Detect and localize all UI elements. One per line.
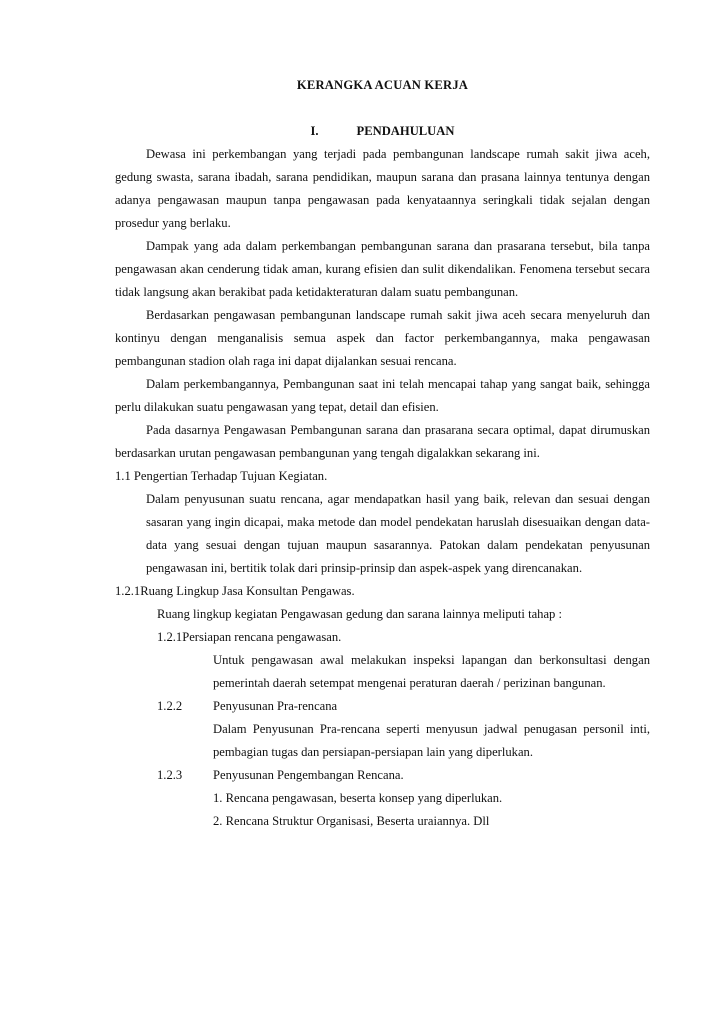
subsection-label: Penyusunan Pengembangan Rencana. <box>213 768 404 782</box>
paragraph: Berdasarkan pengawasan pembangunan landscape rumah sakit jiwa aceh secara menyeluruh dan kontinyu dengan menganalisis semua aspek dan factor perkembangannya, maka pengawasan pembangunan stadion olah raga ini dapat dijalankan sesuai rencana. <box>115 308 650 368</box>
subsection-number: 1.2.3 <box>157 768 183 782</box>
subsection-1-2-2-text: Dalam Penyusunan Pra-rencana seperti menyusun jadwal penugasan personil inti, pembagian tugas dan persiapan-persiapan lain yang diperlukan. <box>213 722 650 759</box>
subsection-label: Penyusunan Pra-rencana <box>213 699 338 713</box>
section-1-1-text: Dalam penyusunan suatu rencana, agar mendapatkan hasil yang baik, relevan dan sesuai dengan sasaran yang ingin dicapai, maka metode dan model pendekatan haruslah disesuaikan dengan data-data yang sesuai dengan tujuan maupun sasarannya. Patokan dalam pendekatan penyusunan pengawasan ini, bertitik tolak dari prinsip-prinsip dan aspek-aspek yang direncanakan. <box>146 492 650 575</box>
section-1-2-1-intro: Ruang lingkup kegiatan Pengawasan gedung dan sarana lainnya meliputi tahap : <box>157 607 562 621</box>
subsection-heading-1-2-3 <box>157 764 650 787</box>
paragraph: Dampak yang ada dalam perkembangan pembangunan sarana dan prasarana tersebut, bila tanpa pengawasan akan cenderung tidak aman, kurang efisien dan sulit dikendalikan. Fenomena tersebut secara tidak langsung akan berakibat pada ketidakteraturan dalam suatu pembangunan. <box>115 239 650 299</box>
paragraph: Dewasa ini perkembangan yang terjadi pada pembangunan landscape rumah sakit jiwa aceh, gedung swasta, sarana ibadah, sarana pendidikan, maupun sarana dan prasana lainnya tentunya dengan adanya pengawasan maupun tanpa pengawasan pada kenyataannya seringkali tidak sejalan dengan prosedur yang berlaku. <box>115 147 650 230</box>
paragraph: Pada dasarnya Pengawasan Pembangunan sarana dan prasarana secara optimal, dapat dirumuskan berdasarkan urutan pengawasan pembangunan yang tengah digalakkan sekarang ini. <box>115 423 650 460</box>
subsection-1-2-1-text: Untuk pengawasan awal melakukan inspeksi lapangan dan berkonsultasi dengan pemerintah daerah setempat mengenai peraturan daerah / perizinan bangunan. <box>213 653 650 690</box>
subsection-heading-1-2-1: 1.2.1Persiapan rencana pengawasan. <box>157 630 342 644</box>
chapter-heading <box>115 124 650 139</box>
document-title: KERANGKA ACUAN KERJA <box>296 78 469 92</box>
list-item: 2. Rencana Struktur Organisasi, Beserta uraiannya. Dll <box>213 814 490 828</box>
document-body <box>115 143 650 833</box>
list-item: 1. Rencana pengawasan, beserta konsep yang diperlukan. <box>213 791 503 805</box>
chapter-number: I. <box>310 124 319 138</box>
section-heading-1-1: 1.1 Pengertian Terhadap Tujuan Kegiatan. <box>115 469 328 483</box>
chapter-label: PENDAHULUAN <box>356 124 455 138</box>
subsection-heading-1-2-2 <box>157 695 650 718</box>
subsection-number: 1.2.2 <box>157 699 183 713</box>
paragraph: Dalam perkembangannya, Pembangunan saat ini telah mencapai tahap yang sangat baik, sehingga perlu dilakukan suatu pengawasan yang tepat, detail dan efisien. <box>115 377 650 414</box>
section-heading-1-2-1: 1.2.1Ruang Lingkup Jasa Konsultan Pengawas. <box>115 584 355 598</box>
